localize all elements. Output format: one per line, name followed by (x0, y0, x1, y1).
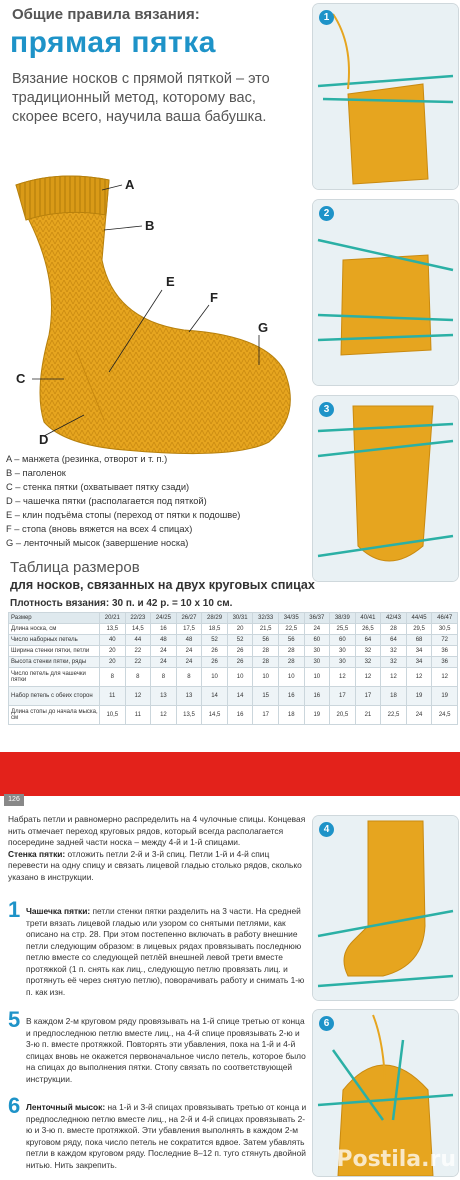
legend-item: A – манжета (резинка, отворот и т. п.) (6, 454, 168, 464)
table-cell: 12 (125, 687, 151, 706)
instructions-intro (8, 814, 308, 883)
table-header-cell: 46/47 (432, 613, 458, 624)
table-title: Таблица размеров (10, 559, 140, 576)
table-cell: 8 (151, 668, 177, 687)
table-cell: 26 (202, 646, 228, 657)
sock-diagram (4, 160, 304, 460)
table-cell: 30,5 (432, 624, 458, 635)
table-header-cell: 32/33 (253, 613, 279, 624)
table-cell: 12 (381, 668, 407, 687)
table-cell: 16 (151, 624, 177, 635)
knitting-photo (313, 816, 458, 1000)
table-header-cell: 40/41 (355, 613, 381, 624)
table-header-cell: 44/45 (406, 613, 432, 624)
table-row-label: Высота стенки пятки, ряды (9, 657, 100, 668)
table-cell: 17,5 (176, 624, 202, 635)
table-cell: 12 (330, 668, 356, 687)
table-cell: 22 (125, 646, 151, 657)
table-cell: 12 (406, 668, 432, 687)
table-cell: 30 (304, 646, 330, 657)
table-cell: 34 (406, 657, 432, 668)
step-badge: 1 (319, 10, 334, 25)
table-cell: 48 (176, 635, 202, 646)
table-row-label: Набор петель с обеих сторон (9, 687, 100, 706)
table-cell: 17 (355, 687, 381, 706)
table-cell: 32 (355, 657, 381, 668)
table-header-cell: 22/23 (125, 613, 151, 624)
table-row (9, 635, 458, 646)
table-row-label: Длина носка, см (9, 624, 100, 635)
table-cell: 56 (278, 635, 304, 646)
table-cell: 18 (381, 687, 407, 706)
table-cell: 19 (406, 687, 432, 706)
table-cell: 16 (227, 706, 253, 725)
table-cell: 24 (176, 657, 202, 668)
table-cell: 24 (406, 706, 432, 725)
table-cell: 28 (278, 657, 304, 668)
step-6: 6 Ленточный мысок: на 1-й и 3-й спицах провязывать третью от конца и предпоследнюю петлю вместе лиц., на 2-й и 4-й спицах провязывать 2-ю и 3-ю п. вместе протяжкой. Эти убавления выполнять в каждом 2-м круговом ряду, пока число петель не сократится вдвое. Затем убавлять петли в каждом круговом ряду. Последние 8–12 п. туго стянуть двойной нитью. Нить закрепить. (8, 1093, 307, 1170)
table-density: Плотность вязания: 30 п. и 42 р. = 10 х 10 см. (10, 598, 233, 609)
step-photo (313, 200, 458, 385)
table-cell: 22,5 (381, 706, 407, 725)
table-cell: 24 (151, 657, 177, 668)
table-cell: 18,5 (202, 624, 228, 635)
table-cell: 14,5 (202, 706, 228, 725)
step-badge: 4 (319, 822, 334, 837)
paragraph: Набрать петли и равномерно распределить на 4 чулочные спицы. Концевая нить отмечает переход круговых рядов, который всегда располагается посередине задней части носка – между 4-й и 1-й спицами. (8, 814, 306, 847)
table-cell: 10,5 (100, 706, 126, 725)
step-photo (313, 816, 458, 1000)
table-cell: 10 (253, 668, 279, 687)
table-cell: 28 (278, 646, 304, 657)
table-cell: 72 (432, 635, 458, 646)
table-header-cell: 24/25 (151, 613, 177, 624)
table-cell: 14,5 (125, 624, 151, 635)
table-cell: 15 (253, 687, 279, 706)
table-cell: 34 (406, 646, 432, 657)
legend-item: C – стенка пятки (охватывает пятку сзади) (6, 482, 190, 492)
label-e: E (166, 274, 175, 289)
table-cell: 13 (151, 687, 177, 706)
table-cell: 56 (253, 635, 279, 646)
table-cell: 68 (406, 635, 432, 646)
table-cell: 11 (125, 706, 151, 725)
table-cell: 14 (202, 687, 228, 706)
table-cell: 52 (227, 635, 253, 646)
table-cell: 20,5 (330, 706, 356, 725)
table-row-label: Длина стопы до начала мыска, см (9, 706, 100, 725)
step-number: 5 (8, 1007, 21, 1032)
table-cell: 60 (304, 635, 330, 646)
label-d: D (39, 432, 49, 447)
table-row (9, 687, 458, 706)
table-cell: 19 (304, 706, 330, 725)
step-1: 1 Чашечка пятки: петли стенки пятки разделить на 3 части. На средней трети вязать лицевой гладью или узором со снятыми петлями, как описано на стр. 28. При этом постепенно включать в работу внешние петли следующим образом: в лицевых рядах провязывать последнюю петлю вместе со следующей петлёй внешней левой трети вместе протяжкой (1 п. снять как лиц., следующую петлю провязать лиц. и протянуть её через снятую петлю), поворачивать работу и снимать 1-ю п. как изн. (8, 897, 305, 997)
page-title: прямая пятка (10, 26, 216, 59)
table-cell: 36 (432, 646, 458, 657)
page-number: 126 (4, 794, 24, 806)
table-row-label: Число наборных петель (9, 635, 100, 646)
table-cell: 20 (227, 624, 253, 635)
label-c: C (16, 371, 26, 386)
size-table (8, 612, 458, 725)
table-cell: 60 (330, 635, 356, 646)
table-cell: 22 (125, 657, 151, 668)
table-cell: 10 (278, 668, 304, 687)
table-row (9, 668, 458, 687)
table-cell: 64 (355, 635, 381, 646)
table-cell: 13,5 (176, 706, 202, 725)
table-cell: 20 (100, 657, 126, 668)
table-cell: 32 (381, 657, 407, 668)
table-cell: 13 (176, 687, 202, 706)
table-cell: 26 (227, 657, 253, 668)
table-cell: 44 (125, 635, 151, 646)
table-cell: 30 (330, 646, 356, 657)
table-cell: 8 (125, 668, 151, 687)
table-cell: 8 (176, 668, 202, 687)
table-cell: 24,5 (432, 706, 458, 725)
watermark: Postila.ru (336, 1147, 456, 1172)
table-cell: 17 (330, 687, 356, 706)
knitting-photo (313, 200, 458, 385)
table-cell: 12 (432, 668, 458, 687)
table-row-label: Ширина стенки пятки, петли (9, 646, 100, 657)
legend-item: G – ленточный мысок (завершение носка) (6, 538, 189, 548)
table-cell: 40 (100, 635, 126, 646)
table-header-cell: 30/31 (227, 613, 253, 624)
table-header-cell: 34/35 (278, 613, 304, 624)
intro-text: Вязание носков с прямой пяткой – это традиционный метод, которому вас, скорее всего, научила ваша бабушка. (12, 71, 270, 125)
step-5: 5 В каждом 2-м круговом ряду провязывать на 1-й спице третью от конца и предпоследнюю петлю вместе лиц., на 4-й спице провязывать 2-ю и 3-ю п. вместе протяжкой. Повторять эти убавления, пока на 1-й и 4-й спицах вновь не окажется первоначальное число петель, которое было на спицах до выполнения пятки. Стопу связать по соответствующей инструкции. (8, 1007, 306, 1084)
table-cell: 36 (432, 657, 458, 668)
knitting-photo (313, 4, 458, 189)
table-cell: 21 (355, 706, 381, 725)
table-header-cell: 36/37 (304, 613, 330, 624)
table-row (9, 646, 458, 657)
table-cell: 10 (304, 668, 330, 687)
table-cell: 20 (100, 646, 126, 657)
table-cell: 10 (227, 668, 253, 687)
legend-item: E – клин подъёма стопы (переход от пятки к подошве) (6, 510, 241, 520)
table-header-row (9, 613, 458, 624)
table-cell: 52 (202, 635, 228, 646)
knitting-photo (313, 396, 458, 581)
table-header-cell: 42/43 (381, 613, 407, 624)
table-cell: 16 (278, 687, 304, 706)
table-cell: 28 (253, 657, 279, 668)
legend (6, 452, 306, 550)
table-subtitle: для носков, связанных на двух круговых спицах (10, 578, 315, 592)
legend-item: B – паголенок (6, 468, 66, 478)
table-header-cell: 26/27 (176, 613, 202, 624)
table-row (9, 706, 458, 725)
table-cell: 16 (304, 687, 330, 706)
cuff-shape (16, 176, 109, 220)
table-header-cell: 28/29 (202, 613, 228, 624)
table-cell: 48 (151, 635, 177, 646)
table-cell: 8 (100, 668, 126, 687)
step-badge: 3 (319, 402, 334, 417)
table-cell: 30 (304, 657, 330, 668)
table-row (9, 657, 458, 668)
table-cell: 24 (151, 646, 177, 657)
table-cell: 30 (330, 657, 356, 668)
table-cell: 21,5 (253, 624, 279, 635)
step-badge: 2 (319, 206, 334, 221)
table-cell: 14 (227, 687, 253, 706)
label-a: A (125, 177, 135, 192)
table-cell: 12 (151, 706, 177, 725)
legend-item: D – чашечка пятки (располагается под пяткой) (6, 496, 207, 506)
label-b: B (145, 218, 155, 233)
table-cell: 12 (355, 668, 381, 687)
table-cell: 24 (304, 624, 330, 635)
table-cell: 18 (278, 706, 304, 725)
table-header-cell: Размер (9, 613, 100, 624)
table-cell: 28 (381, 624, 407, 635)
table-cell: 32 (381, 646, 407, 657)
table-row-label: Число петель для чашечки пятки (9, 668, 100, 687)
table-cell: 32 (355, 646, 381, 657)
table-cell: 10 (202, 668, 228, 687)
table-cell: 25,5 (330, 624, 356, 635)
red-banner (0, 752, 460, 796)
legend-item: F – стопа (вновь вяжется на всех 4 спицах) (6, 524, 193, 534)
step-photo (313, 396, 458, 581)
table-cell: 22,5 (278, 624, 304, 635)
table-cell: 29,5 (406, 624, 432, 635)
pretitle: Общие правила вязания: (12, 6, 200, 23)
paragraph: Стенка пятки: отложить петли 2-й и 3-й спиц. Петли 1-й и 4-й спиц перевести на одну спицу и связать лицевой гладью столько рядов, сколько указано в инструкции. (8, 848, 302, 882)
step-number: 6 (8, 1093, 21, 1118)
table-header-cell: 20/21 (100, 613, 126, 624)
table-cell: 19 (432, 687, 458, 706)
table-cell: 28 (253, 646, 279, 657)
step-photo (313, 4, 458, 189)
label-g: G (258, 320, 269, 335)
table-row (9, 624, 458, 635)
label-f: F (210, 290, 218, 305)
table-cell: 26 (202, 657, 228, 668)
table-cell: 17 (253, 706, 279, 725)
table-cell: 11 (100, 687, 126, 706)
table-cell: 26 (227, 646, 253, 657)
table-cell: 64 (381, 635, 407, 646)
step-number: 1 (8, 897, 21, 922)
table-header-cell: 38/39 (330, 613, 356, 624)
step-badge: 6 (319, 1016, 334, 1031)
table-cell: 13,5 (100, 624, 126, 635)
table-cell: 24 (176, 646, 202, 657)
table-cell: 26,5 (355, 624, 381, 635)
